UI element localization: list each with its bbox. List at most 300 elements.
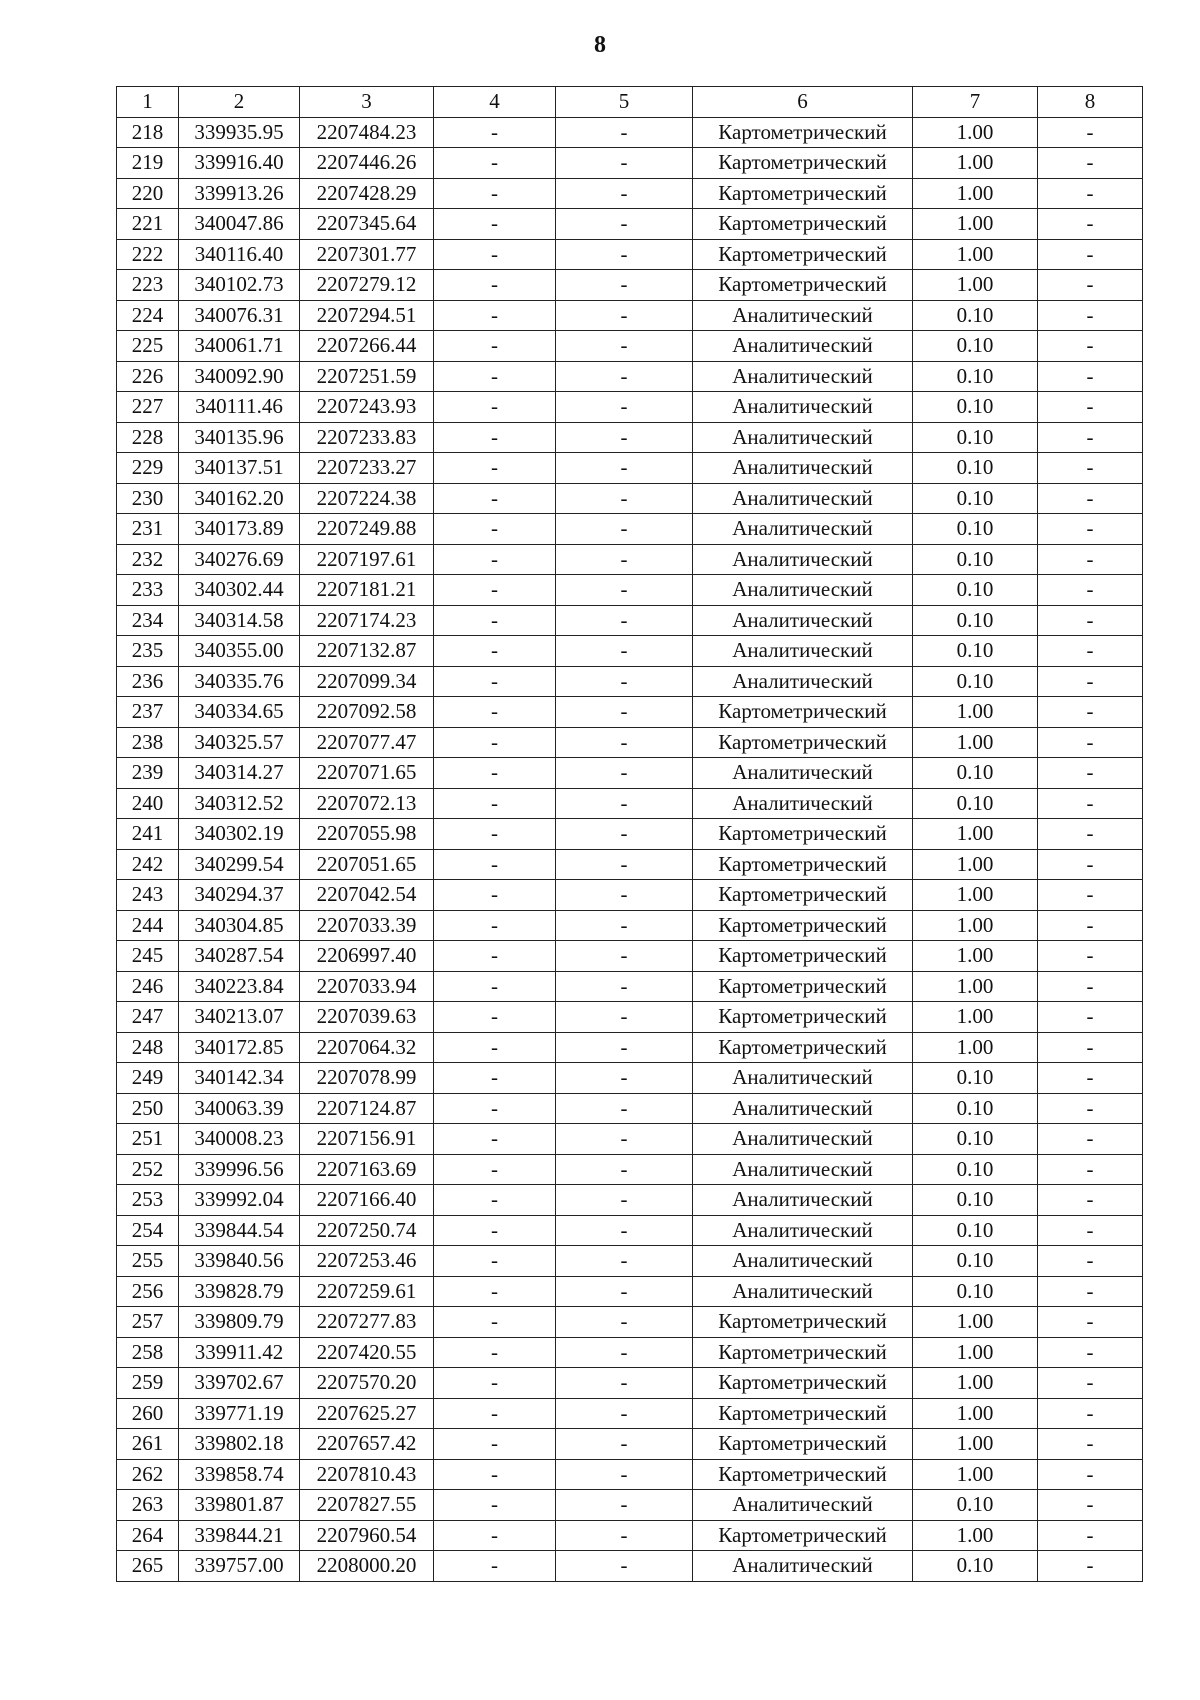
accuracy-cell: 1.00 (913, 910, 1038, 941)
accuracy-cell: 1.00 (913, 1307, 1038, 1338)
col8-cell: - (1038, 819, 1143, 850)
accuracy-cell: 0.10 (913, 1246, 1038, 1277)
point-number-cell: 247 (117, 1002, 179, 1033)
col4-cell: - (434, 1154, 556, 1185)
y-coordinate-cell: 2207570.20 (300, 1368, 434, 1399)
x-coordinate-cell: 340142.34 (179, 1063, 300, 1094)
col4-cell: - (434, 727, 556, 758)
col5-cell: - (556, 1520, 693, 1551)
col8-cell: - (1038, 910, 1143, 941)
x-coordinate-cell: 339757.00 (179, 1551, 300, 1582)
y-coordinate-cell: 2207657.42 (300, 1429, 434, 1460)
header-cell-4: 4 (434, 87, 556, 118)
table-row (117, 1520, 1143, 1551)
y-coordinate-cell: 2207250.74 (300, 1215, 434, 1246)
col5-cell: - (556, 575, 693, 606)
col4-cell: - (434, 819, 556, 850)
y-coordinate-cell: 2207251.59 (300, 361, 434, 392)
col5-cell: - (556, 1032, 693, 1063)
point-number-cell: 230 (117, 483, 179, 514)
y-coordinate-cell: 2207181.21 (300, 575, 434, 606)
method-cell: Картометрический (693, 209, 913, 240)
point-number-cell: 225 (117, 331, 179, 362)
col5-cell: - (556, 1002, 693, 1033)
point-number-cell: 254 (117, 1215, 179, 1246)
table-row (117, 300, 1143, 331)
y-coordinate-cell: 2207243.93 (300, 392, 434, 423)
col4-cell: - (434, 148, 556, 179)
point-number-cell: 250 (117, 1093, 179, 1124)
point-number-cell: 242 (117, 849, 179, 880)
col8-cell: - (1038, 1124, 1143, 1155)
col5-cell: - (556, 697, 693, 728)
y-coordinate-cell: 2207033.39 (300, 910, 434, 941)
table-body (117, 117, 1143, 1581)
method-cell: Аналитический (693, 1185, 913, 1216)
point-number-cell: 228 (117, 422, 179, 453)
point-number-cell: 231 (117, 514, 179, 545)
col5-cell: - (556, 1490, 693, 1521)
col4-cell: - (434, 392, 556, 423)
accuracy-cell: 0.10 (913, 1093, 1038, 1124)
point-number-cell: 235 (117, 636, 179, 667)
table-row (117, 849, 1143, 880)
col4-cell: - (434, 697, 556, 728)
x-coordinate-cell: 339916.40 (179, 148, 300, 179)
table-row (117, 453, 1143, 484)
x-coordinate-cell: 339844.21 (179, 1520, 300, 1551)
method-cell: Аналитический (693, 1093, 913, 1124)
x-coordinate-cell: 340213.07 (179, 1002, 300, 1033)
col4-cell: - (434, 575, 556, 606)
method-cell: Аналитический (693, 422, 913, 453)
col8-cell: - (1038, 300, 1143, 331)
method-cell: Картометрический (693, 117, 913, 148)
point-number-cell: 222 (117, 239, 179, 270)
table-row (117, 1398, 1143, 1429)
accuracy-cell: 0.10 (913, 636, 1038, 667)
table-row (117, 1337, 1143, 1368)
method-cell: Аналитический (693, 1154, 913, 1185)
method-cell: Аналитический (693, 575, 913, 606)
col8-cell: - (1038, 148, 1143, 179)
y-coordinate-cell: 2207294.51 (300, 300, 434, 331)
col4-cell: - (434, 514, 556, 545)
col5-cell: - (556, 1093, 693, 1124)
col5-cell: - (556, 1246, 693, 1277)
x-coordinate-cell: 340276.69 (179, 544, 300, 575)
col8-cell: - (1038, 1459, 1143, 1490)
accuracy-cell: 1.00 (913, 1398, 1038, 1429)
point-number-cell: 226 (117, 361, 179, 392)
col4-cell: - (434, 361, 556, 392)
point-number-cell: 258 (117, 1337, 179, 1368)
accuracy-cell: 1.00 (913, 1368, 1038, 1399)
col4-cell: - (434, 666, 556, 697)
method-cell: Картометрический (693, 1307, 913, 1338)
x-coordinate-cell: 340092.90 (179, 361, 300, 392)
table-row (117, 1032, 1143, 1063)
method-cell: Картометрический (693, 1002, 913, 1033)
method-cell: Аналитический (693, 636, 913, 667)
header-cell-1: 1 (117, 87, 179, 118)
accuracy-cell: 0.10 (913, 1215, 1038, 1246)
col5-cell: - (556, 1429, 693, 1460)
point-number-cell: 220 (117, 178, 179, 209)
col4-cell: - (434, 758, 556, 789)
accuracy-cell: 1.00 (913, 1002, 1038, 1033)
y-coordinate-cell: 2207071.65 (300, 758, 434, 789)
y-coordinate-cell: 2207625.27 (300, 1398, 434, 1429)
method-cell: Картометрический (693, 1459, 913, 1490)
x-coordinate-cell: 339801.87 (179, 1490, 300, 1521)
method-cell: Картометрический (693, 849, 913, 880)
col4-cell: - (434, 1459, 556, 1490)
method-cell: Картометрический (693, 880, 913, 911)
x-coordinate-cell: 339840.56 (179, 1246, 300, 1277)
col4-cell: - (434, 300, 556, 331)
table-row (117, 727, 1143, 758)
method-cell: Картометрический (693, 1032, 913, 1063)
table-row (117, 361, 1143, 392)
accuracy-cell: 1.00 (913, 239, 1038, 270)
accuracy-cell: 1.00 (913, 1520, 1038, 1551)
point-number-cell: 257 (117, 1307, 179, 1338)
page-number: 8 (594, 32, 606, 58)
table-row (117, 605, 1143, 636)
col4-cell: - (434, 1124, 556, 1155)
point-number-cell: 229 (117, 453, 179, 484)
col5-cell: - (556, 788, 693, 819)
accuracy-cell: 0.10 (913, 453, 1038, 484)
col5-cell: - (556, 819, 693, 850)
col8-cell: - (1038, 849, 1143, 880)
col8-cell: - (1038, 1429, 1143, 1460)
col4-cell: - (434, 1093, 556, 1124)
x-coordinate-cell: 339828.79 (179, 1276, 300, 1307)
col5-cell: - (556, 849, 693, 880)
y-coordinate-cell: 2207279.12 (300, 270, 434, 301)
point-number-cell: 251 (117, 1124, 179, 1155)
col8-cell: - (1038, 880, 1143, 911)
col5-cell: - (556, 1276, 693, 1307)
col5-cell: - (556, 361, 693, 392)
y-coordinate-cell: 2207960.54 (300, 1520, 434, 1551)
x-coordinate-cell: 340304.85 (179, 910, 300, 941)
table-row (117, 514, 1143, 545)
col5-cell: - (556, 1459, 693, 1490)
method-cell: Картометрический (693, 697, 913, 728)
table-row (117, 483, 1143, 514)
table-row (117, 636, 1143, 667)
x-coordinate-cell: 340008.23 (179, 1124, 300, 1155)
col4-cell: - (434, 422, 556, 453)
col8-cell: - (1038, 483, 1143, 514)
table-row (117, 1185, 1143, 1216)
col4-cell: - (434, 1032, 556, 1063)
col8-cell: - (1038, 1093, 1143, 1124)
table-row (117, 422, 1143, 453)
col8-cell: - (1038, 666, 1143, 697)
y-coordinate-cell: 2207092.58 (300, 697, 434, 728)
col5-cell: - (556, 910, 693, 941)
col8-cell: - (1038, 1551, 1143, 1582)
x-coordinate-cell: 340172.85 (179, 1032, 300, 1063)
point-number-cell: 264 (117, 1520, 179, 1551)
y-coordinate-cell: 2207064.32 (300, 1032, 434, 1063)
col8-cell: - (1038, 1276, 1143, 1307)
accuracy-cell: 0.10 (913, 605, 1038, 636)
y-coordinate-cell: 2207224.38 (300, 483, 434, 514)
table-header (117, 87, 1143, 118)
method-cell: Картометрический (693, 727, 913, 758)
point-number-cell: 236 (117, 666, 179, 697)
y-coordinate-cell: 2207072.13 (300, 788, 434, 819)
table-row (117, 697, 1143, 728)
accuracy-cell: 0.10 (913, 1124, 1038, 1155)
y-coordinate-cell: 2207099.34 (300, 666, 434, 697)
x-coordinate-cell: 340314.27 (179, 758, 300, 789)
col4-cell: - (434, 971, 556, 1002)
x-coordinate-cell: 340135.96 (179, 422, 300, 453)
accuracy-cell: 1.00 (913, 270, 1038, 301)
col8-cell: - (1038, 1398, 1143, 1429)
y-coordinate-cell: 2207174.23 (300, 605, 434, 636)
col8-cell: - (1038, 1185, 1143, 1216)
col4-cell: - (434, 117, 556, 148)
point-number-cell: 227 (117, 392, 179, 423)
table-row (117, 1002, 1143, 1033)
col5-cell: - (556, 1215, 693, 1246)
point-number-cell: 240 (117, 788, 179, 819)
point-number-cell: 255 (117, 1246, 179, 1277)
method-cell: Аналитический (693, 1063, 913, 1094)
col8-cell: - (1038, 209, 1143, 240)
col5-cell: - (556, 1154, 693, 1185)
point-number-cell: 261 (117, 1429, 179, 1460)
method-cell: Аналитический (693, 361, 913, 392)
x-coordinate-cell: 340173.89 (179, 514, 300, 545)
x-coordinate-cell: 340137.51 (179, 453, 300, 484)
col8-cell: - (1038, 605, 1143, 636)
y-coordinate-cell: 2207197.61 (300, 544, 434, 575)
x-coordinate-cell: 340061.71 (179, 331, 300, 362)
col4-cell: - (434, 544, 556, 575)
table-row (117, 1551, 1143, 1582)
col5-cell: - (556, 392, 693, 423)
x-coordinate-cell: 340335.76 (179, 666, 300, 697)
col4-cell: - (434, 1368, 556, 1399)
y-coordinate-cell: 2207233.83 (300, 422, 434, 453)
y-coordinate-cell: 2207166.40 (300, 1185, 434, 1216)
col8-cell: - (1038, 270, 1143, 301)
col5-cell: - (556, 1063, 693, 1094)
point-number-cell: 237 (117, 697, 179, 728)
accuracy-cell: 1.00 (913, 178, 1038, 209)
table-row (117, 1124, 1143, 1155)
method-cell: Аналитический (693, 392, 913, 423)
table-row (117, 758, 1143, 789)
method-cell: Аналитический (693, 453, 913, 484)
accuracy-cell: 1.00 (913, 1459, 1038, 1490)
col8-cell: - (1038, 239, 1143, 270)
y-coordinate-cell: 2207253.46 (300, 1246, 434, 1277)
header-cell-8: 8 (1038, 87, 1143, 118)
col4-cell: - (434, 453, 556, 484)
point-number-cell: 244 (117, 910, 179, 941)
y-coordinate-cell: 2207484.23 (300, 117, 434, 148)
table-row (117, 1246, 1143, 1277)
col4-cell: - (434, 209, 556, 240)
table-row (117, 392, 1143, 423)
header-row (117, 87, 1143, 118)
method-cell: Аналитический (693, 1124, 913, 1155)
col5-cell: - (556, 1551, 693, 1582)
col8-cell: - (1038, 1520, 1143, 1551)
col4-cell: - (434, 1246, 556, 1277)
col8-cell: - (1038, 1307, 1143, 1338)
point-number-cell: 253 (117, 1185, 179, 1216)
col4-cell: - (434, 910, 556, 941)
point-number-cell: 245 (117, 941, 179, 972)
method-cell: Аналитический (693, 758, 913, 789)
method-cell: Аналитический (693, 1490, 913, 1521)
accuracy-cell: 1.00 (913, 849, 1038, 880)
col4-cell: - (434, 849, 556, 880)
accuracy-cell: 0.10 (913, 575, 1038, 606)
table-row (117, 1307, 1143, 1338)
accuracy-cell: 1.00 (913, 209, 1038, 240)
col8-cell: - (1038, 544, 1143, 575)
col5-cell: - (556, 880, 693, 911)
table-row (117, 270, 1143, 301)
accuracy-cell: 0.10 (913, 1490, 1038, 1521)
table-row (117, 148, 1143, 179)
y-coordinate-cell: 2207132.87 (300, 636, 434, 667)
accuracy-cell: 0.10 (913, 544, 1038, 575)
point-number-cell: 248 (117, 1032, 179, 1063)
col4-cell: - (434, 1490, 556, 1521)
col5-cell: - (556, 422, 693, 453)
x-coordinate-cell: 340299.54 (179, 849, 300, 880)
col4-cell: - (434, 788, 556, 819)
col8-cell: - (1038, 331, 1143, 362)
col8-cell: - (1038, 1215, 1143, 1246)
accuracy-cell: 1.00 (913, 117, 1038, 148)
y-coordinate-cell: 2207039.63 (300, 1002, 434, 1033)
col5-cell: - (556, 1185, 693, 1216)
col4-cell: - (434, 880, 556, 911)
y-coordinate-cell: 2207055.98 (300, 819, 434, 850)
x-coordinate-cell: 340355.00 (179, 636, 300, 667)
col8-cell: - (1038, 758, 1143, 789)
col8-cell: - (1038, 178, 1143, 209)
point-number-cell: 241 (117, 819, 179, 850)
col8-cell: - (1038, 514, 1143, 545)
accuracy-cell: 1.00 (913, 941, 1038, 972)
table-row (117, 544, 1143, 575)
col8-cell: - (1038, 941, 1143, 972)
y-coordinate-cell: 2207345.64 (300, 209, 434, 240)
header-cell-2: 2 (179, 87, 300, 118)
accuracy-cell: 1.00 (913, 148, 1038, 179)
col8-cell: - (1038, 453, 1143, 484)
col8-cell: - (1038, 422, 1143, 453)
x-coordinate-cell: 339996.56 (179, 1154, 300, 1185)
x-coordinate-cell: 339992.04 (179, 1185, 300, 1216)
method-cell: Картометрический (693, 178, 913, 209)
method-cell: Картометрический (693, 971, 913, 1002)
method-cell: Картометрический (693, 1337, 913, 1368)
col4-cell: - (434, 1429, 556, 1460)
col4-cell: - (434, 1063, 556, 1094)
point-number-cell: 246 (117, 971, 179, 1002)
method-cell: Аналитический (693, 1551, 913, 1582)
table-row (117, 971, 1143, 1002)
table-row (117, 1154, 1143, 1185)
method-cell: Аналитический (693, 1246, 913, 1277)
point-number-cell: 252 (117, 1154, 179, 1185)
x-coordinate-cell: 340102.73 (179, 270, 300, 301)
table-row (117, 666, 1143, 697)
point-number-cell: 260 (117, 1398, 179, 1429)
x-coordinate-cell: 339802.18 (179, 1429, 300, 1460)
col5-cell: - (556, 1337, 693, 1368)
col4-cell: - (434, 1398, 556, 1429)
header-cell-7: 7 (913, 87, 1038, 118)
point-number-cell: 234 (117, 605, 179, 636)
col8-cell: - (1038, 1368, 1143, 1399)
point-number-cell: 259 (117, 1368, 179, 1399)
accuracy-cell: 0.10 (913, 666, 1038, 697)
y-coordinate-cell: 2207033.94 (300, 971, 434, 1002)
x-coordinate-cell: 340314.58 (179, 605, 300, 636)
col8-cell: - (1038, 1063, 1143, 1094)
col5-cell: - (556, 1368, 693, 1399)
col4-cell: - (434, 605, 556, 636)
method-cell: Картометрический (693, 1368, 913, 1399)
col5-cell: - (556, 544, 693, 575)
x-coordinate-cell: 340076.31 (179, 300, 300, 331)
accuracy-cell: 1.00 (913, 819, 1038, 850)
col8-cell: - (1038, 117, 1143, 148)
col4-cell: - (434, 1185, 556, 1216)
col4-cell: - (434, 331, 556, 362)
point-number-cell: 265 (117, 1551, 179, 1582)
method-cell: Аналитический (693, 331, 913, 362)
point-number-cell: 233 (117, 575, 179, 606)
y-coordinate-cell: 2207420.55 (300, 1337, 434, 1368)
x-coordinate-cell: 339844.54 (179, 1215, 300, 1246)
x-coordinate-cell: 339935.95 (179, 117, 300, 148)
accuracy-cell: 1.00 (913, 971, 1038, 1002)
point-number-cell: 249 (117, 1063, 179, 1094)
col8-cell: - (1038, 1490, 1143, 1521)
col5-cell: - (556, 941, 693, 972)
table-row (117, 178, 1143, 209)
col5-cell: - (556, 514, 693, 545)
x-coordinate-cell: 340063.39 (179, 1093, 300, 1124)
col8-cell: - (1038, 1032, 1143, 1063)
accuracy-cell: 0.10 (913, 422, 1038, 453)
accuracy-cell: 1.00 (913, 880, 1038, 911)
accuracy-cell: 1.00 (913, 727, 1038, 758)
x-coordinate-cell: 340287.54 (179, 941, 300, 972)
col5-cell: - (556, 148, 693, 179)
accuracy-cell: 1.00 (913, 1337, 1038, 1368)
method-cell: Аналитический (693, 1276, 913, 1307)
y-coordinate-cell: 2207077.47 (300, 727, 434, 758)
